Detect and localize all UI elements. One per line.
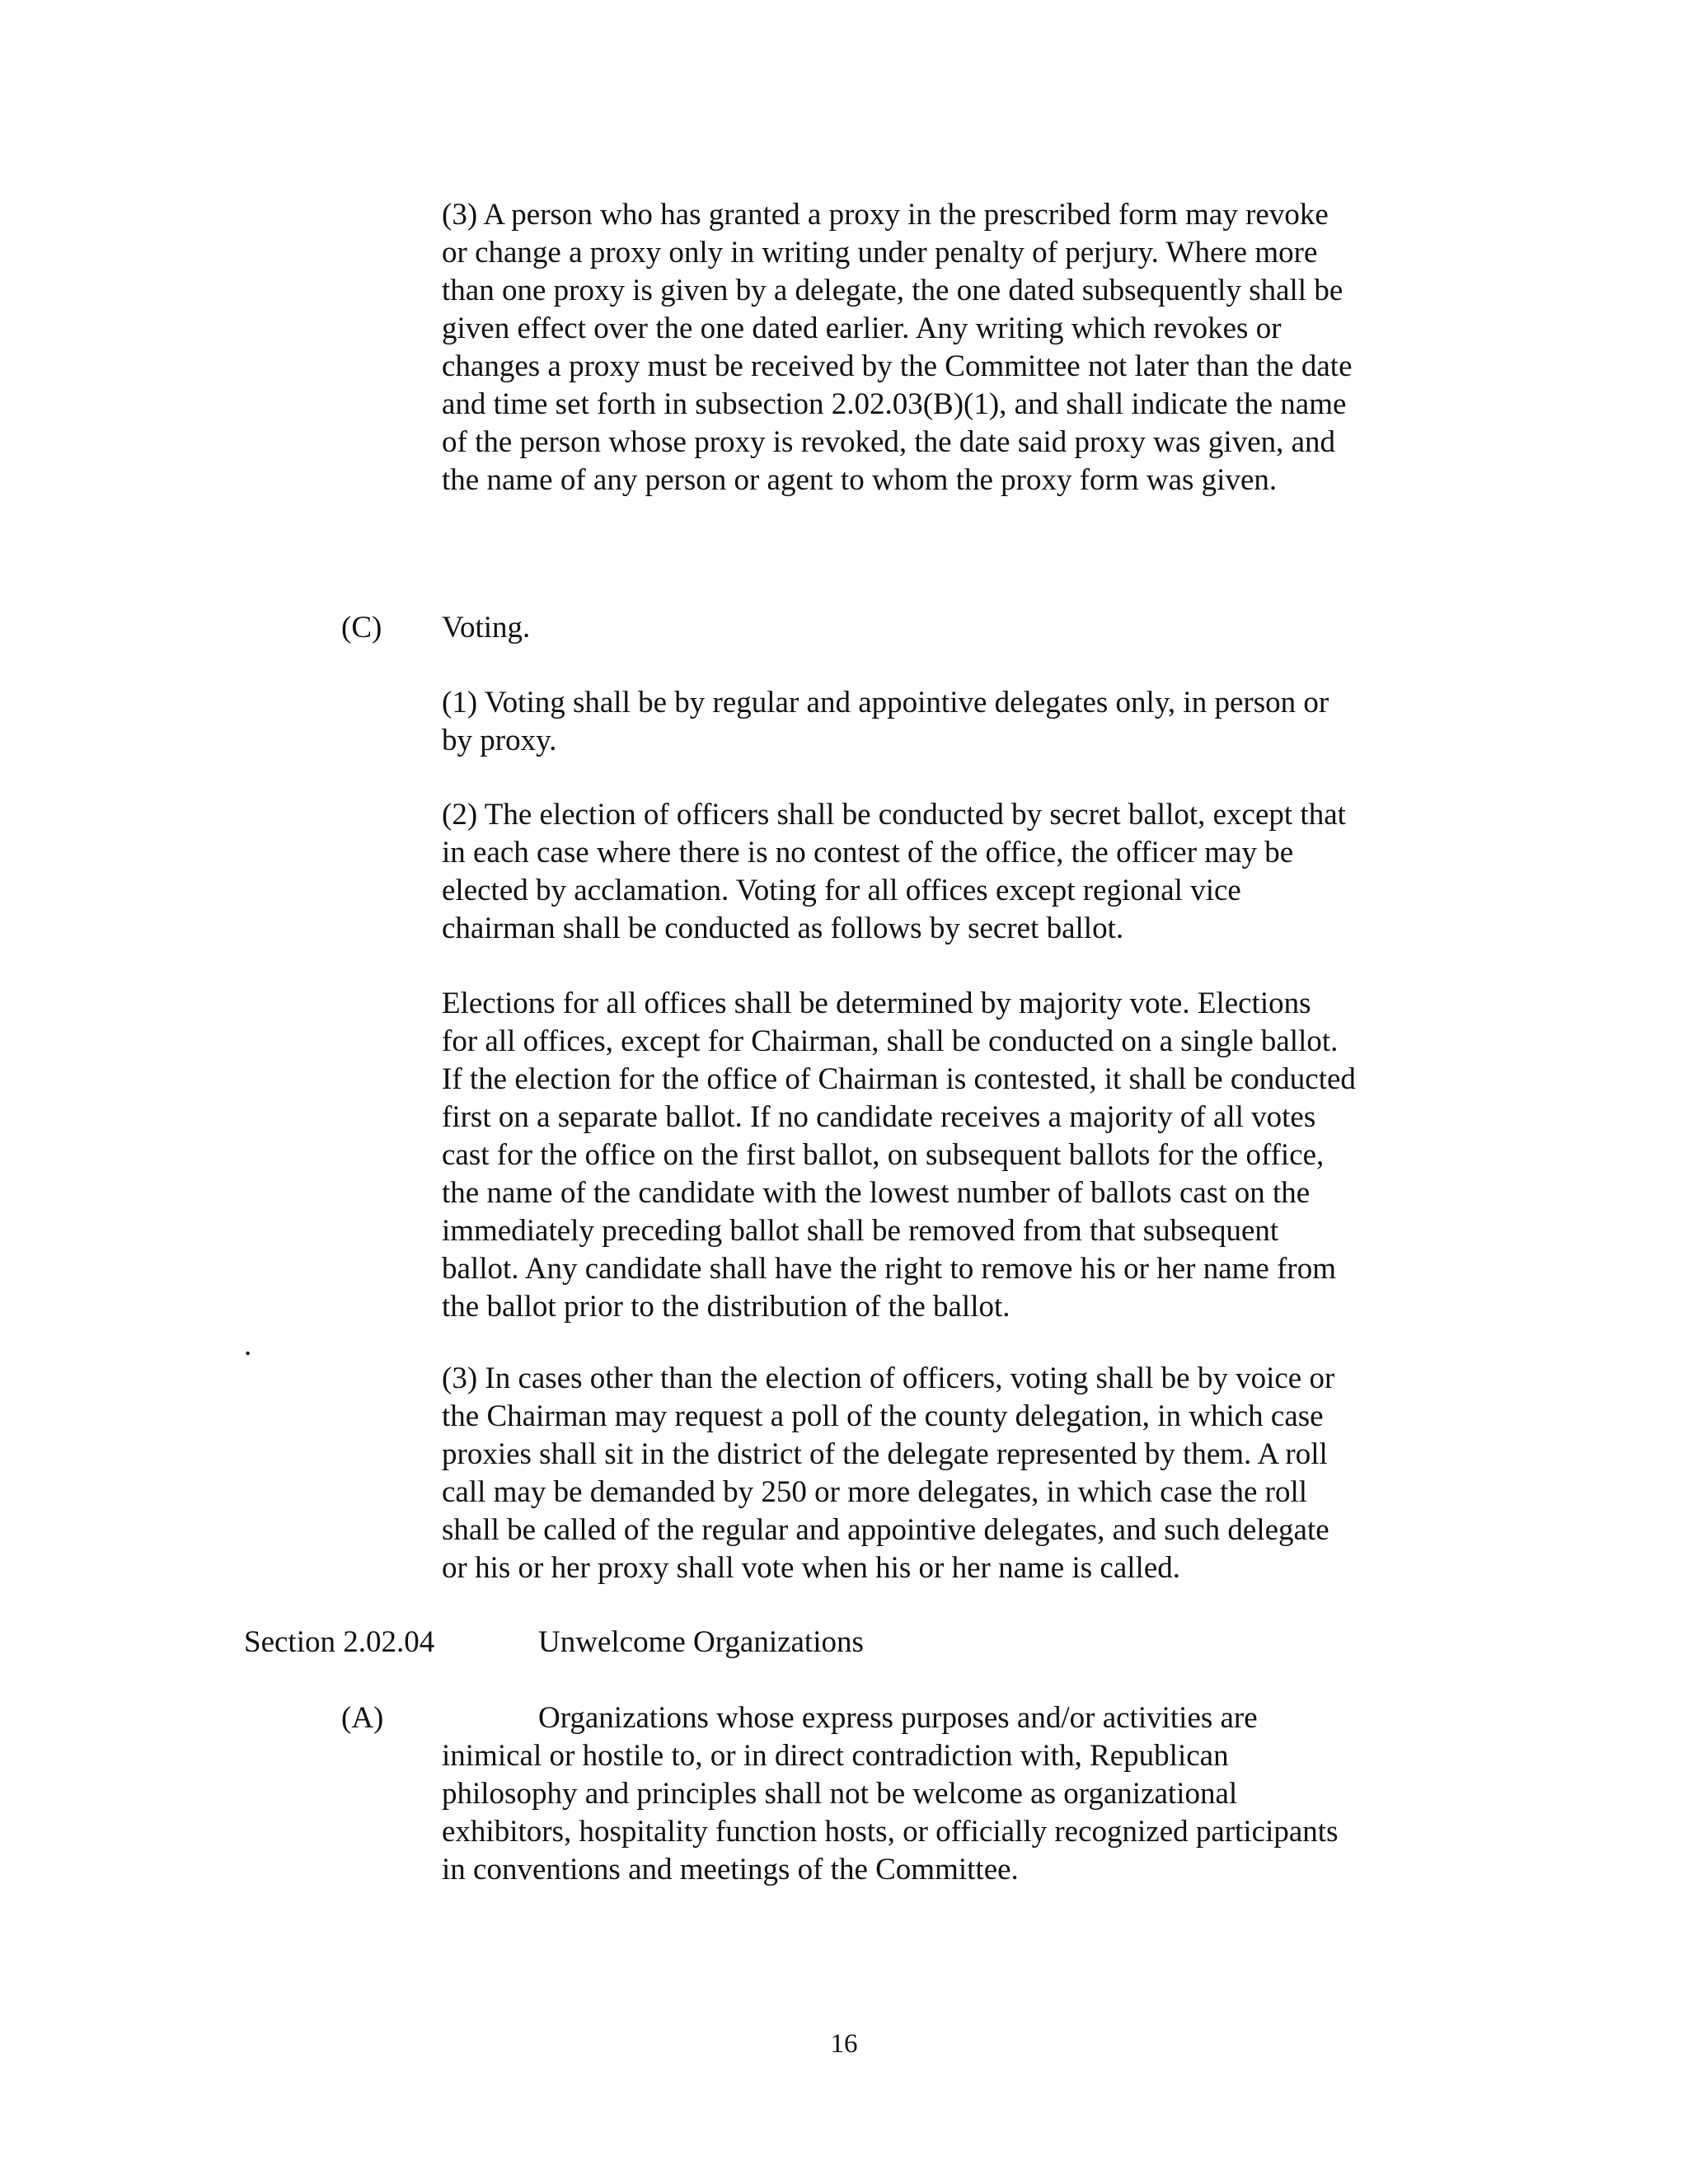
text-line: inimical or hostile to, or in direct contradiction with, Republican [442, 1739, 1229, 1773]
section-c-label: (C) [341, 611, 382, 644]
page-number: 16 [830, 2029, 858, 2059]
section-c-title: Voting. [442, 611, 531, 644]
section-a-first-line: Organizations whose express purposes and/or activities are [538, 1701, 1258, 1735]
text-line: the ballot prior to the distribution of the ballot. [442, 1290, 1010, 1324]
paragraph-c3 [442, 1360, 1334, 1587]
text-line: changes a proxy must be received by the Committee not later than the date [442, 349, 1353, 383]
text-line: proxies shall sit in the district of the delegate represented by them. A roll [442, 1437, 1328, 1471]
text-line: or his or her proxy shall vote when his or her name is called. [442, 1551, 1180, 1585]
text-line: in each case where there is no contest of the office, the officer may be [442, 836, 1294, 869]
text-line: If the election for the office of Chairman is contested, it shall be conducted [442, 1062, 1356, 1096]
text-line: exhibitors, hospitality function hosts, or officially recognized participants [442, 1815, 1339, 1849]
section-a-label: (A) [341, 1701, 384, 1735]
stray-mark: . [244, 1329, 252, 1362]
text-line: than one proxy is given by a delegate, the one dated subsequently shall be [442, 274, 1343, 307]
text-line: elected by acclamation. Voting for all offices except regional vice [442, 874, 1241, 907]
paragraph-c2 [442, 796, 1346, 948]
text-line: philosophy and principles shall not be welcome as organizational [442, 1777, 1238, 1811]
text-line: (3) In cases other than the election of officers, voting shall be by voice or [442, 1361, 1335, 1395]
text-line: first on a separate ballot. If no candidate receives a majority of all votes [442, 1100, 1316, 1134]
paragraph-c1 [442, 684, 1329, 760]
text-line: cast for the office on the first ballot, on subsequent ballots for the office, [442, 1138, 1325, 1172]
text-line: and time set forth in subsection 2.02.03(B)(1), and shall indicate the name [442, 387, 1347, 421]
text-line: immediately preceding ballot shall be removed from that subsequent [442, 1214, 1279, 1248]
text-line: ballot. Any candidate shall have the right to remove his or her name from [442, 1252, 1337, 1286]
text-line: of the person whose proxy is revoked, the date said proxy was given, and [442, 425, 1336, 459]
text-line: chairman shall be conducted as follows by secret ballot. [442, 912, 1124, 945]
text-line: (1) Voting shall be by regular and appointive delegates only, in person or [442, 686, 1329, 719]
text-line: given effect over the one dated earlier. Any writing which revokes or [442, 312, 1282, 345]
text-line: in conventions and meetings of the Committee. [442, 1853, 1019, 1886]
text-line: Elections for all offices shall be determined by majority vote. Elections [442, 987, 1311, 1020]
paragraph-c2-elections [442, 985, 1356, 1326]
section-number: Section 2.02.04 [244, 1625, 435, 1659]
text-line: (2) The election of officers shall be conducted by secret ballot, except that [442, 798, 1346, 832]
text-line: shall be called of the regular and appointive delegates, and such delegate [442, 1513, 1329, 1547]
text-line: for all offices, except for Chairman, shall be conducted on a single ballot. [442, 1024, 1339, 1058]
text-line: (3) A person who has granted a proxy in the prescribed form may revoke [442, 198, 1329, 232]
text-line: the name of the candidate with the lowest number of ballots cast on the [442, 1176, 1311, 1210]
text-line: by proxy. [442, 724, 557, 757]
text-line: the Chairman may request a poll of the county delegation, in which case [442, 1399, 1324, 1433]
paragraph-b3 [442, 196, 1353, 499]
text-line: or change a proxy only in writing under penalty of perjury. Where more [442, 236, 1318, 269]
section-title: Unwelcome Organizations [538, 1625, 864, 1659]
text-line: call may be demanded by 250 or more delegates, in which case the roll [442, 1475, 1308, 1509]
text-line: the name of any person or agent to whom the proxy form was given. [442, 463, 1278, 497]
paragraph-a [442, 1737, 1339, 1889]
